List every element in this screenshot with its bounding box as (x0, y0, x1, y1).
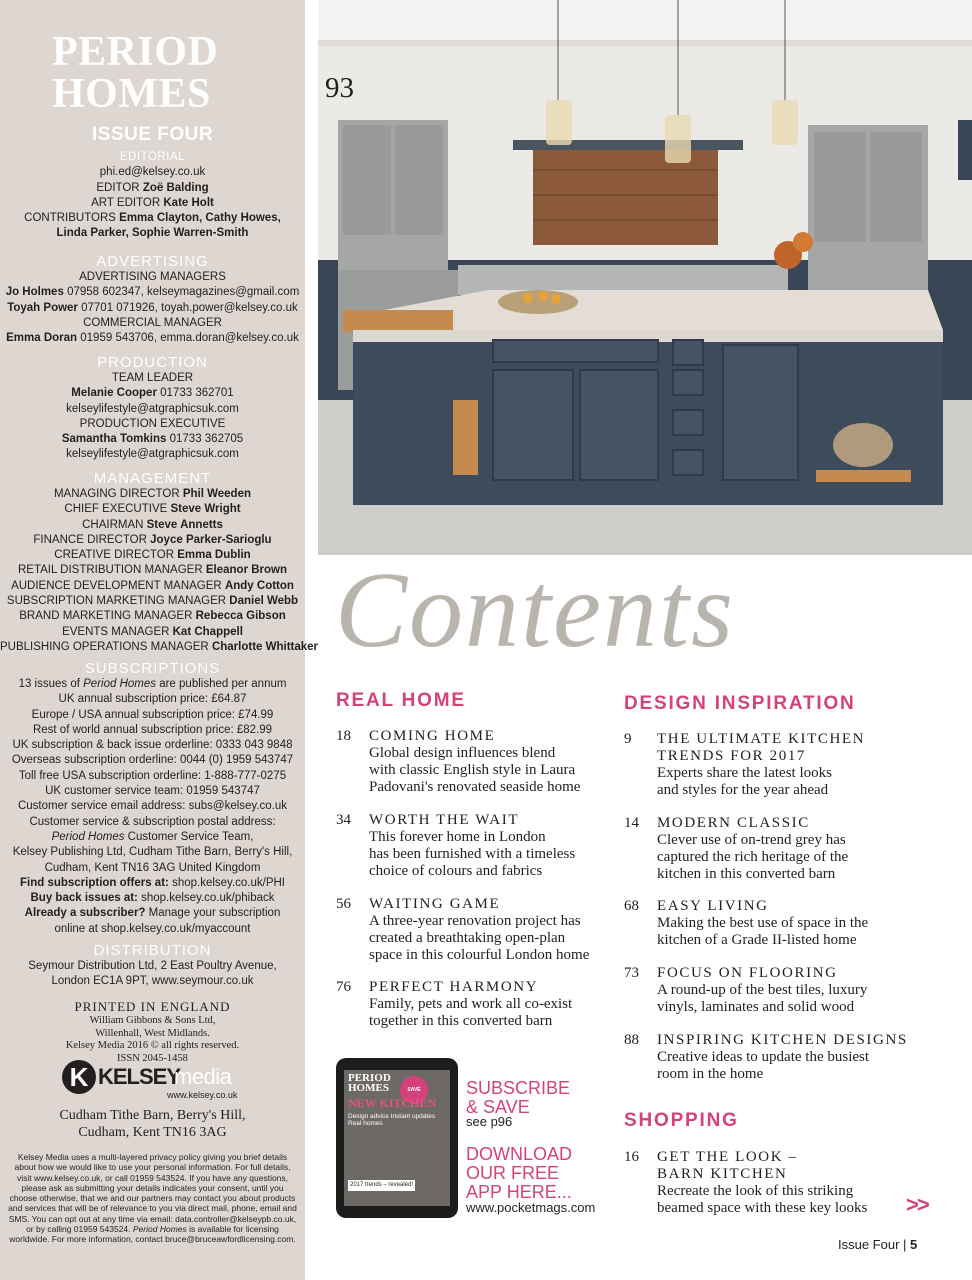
production-exec-phone: 01733 362705 (169, 433, 244, 446)
management-role: CREATIVE DIRECTOR Emma Dublin (54, 549, 251, 562)
contents-title: Contents (335, 551, 736, 670)
pocketmags-link[interactable]: www.pocketmags.com (466, 1200, 596, 1215)
ad-manager2-name: Toyah Power (7, 301, 78, 314)
team-leader-email: kelseylifestyle@atgraphicsuk.com (66, 402, 239, 415)
management-role: SUBSCRIPTION MARKETING MANAGER Daniel Webb (6, 595, 299, 608)
media-wordmark: media (174, 1064, 232, 1089)
cover-badge: SAVE (400, 1076, 428, 1104)
subscriptions-heading: SUBSCRIPTIONS (84, 660, 221, 677)
download-app-heading[interactable]: DOWNLOAD OUR FREE APP HERE... (466, 1144, 573, 1202)
item-description: Making the best use of space in the kitchen of a Grade II-listed home (657, 915, 869, 948)
distribution-block: DISTRIBUTION Seymour Distribution Ltd, 2 East Poultry Avenue, London EC1A 9PT, www.seymour.co.uk (0, 942, 305, 990)
section-heading-real-home: REAL HOME (336, 690, 466, 711)
magazine-cover: PERIOD HOMES SAVE NEW KITCHEN Design advice Instant updates Real homes 2017 trends – revealed! (344, 1070, 450, 1206)
team-leader-phone: 01733 362701 (160, 387, 234, 400)
subscribe-heading[interactable]: SUBSCRIBE & SAVE (466, 1078, 571, 1117)
item-title-line2: TRENDS FOR 2017 (657, 748, 807, 764)
masthead-title-line2: HOMES (52, 71, 211, 117)
subscriptions-block: SUBSCRIPTIONS 13 issues of Period Homes are published per annum UK annual subscription price: £64.87 Europe / USA annual subscription price: £74.99 Rest of world annual subscription price: £82.99 UK subscription & back issue orderline: 0333 043 9848 Overseas subscription orderline: 0044 (0) 1959 543747 Toll free USA subscription orderline: 1-888-777-0275 UK customer service team: 01959 543747 Customer service email address: subs@kelsey.co.uk Customer service & subscription postal address: Period Homes Customer Service Team, Kelsey Publishing Ltd, Cudham Tithe Barn, Berry's Hill, Cudham, Kent TN16 3AG United Kingdom Find subscription offers at: shop.kelsey.co.uk/PHI Buy back issues at: shop.kelsey.co.uk/phiback Already a subscriber? Manage your subscription online at shop.kelsey.co.uk/myaccount (0, 660, 305, 937)
item-description: Recreate the look of this striking beamed space with these key looks (657, 1183, 868, 1216)
subs-line: Toll free USA subscription orderline: 1-888-777-0275 (18, 769, 287, 782)
management-role: CHIEF EXECUTIVE Steve Wright (64, 503, 241, 516)
kitchen-photo (318, 0, 972, 555)
advertising-managers-label: ADVERTISING MANAGERS (79, 271, 226, 283)
item-description: A round-up of the best tiles, luxury vinyls, laminates and solid wood (657, 982, 868, 1015)
masthead-title-line1: PERIOD (52, 29, 219, 75)
editor-name: Zoë Balding (142, 181, 209, 194)
cover-headline: NEW KITCHEN (348, 1096, 437, 1110)
item-description: Creative ideas to update the busiest room in the home (657, 1049, 870, 1082)
privacy-notice: Kelsey Media uses a multi-layered privacy policy giving you brief details about how we would like to use your personal information. For full details, visit www.kelsey.co.uk, or call 01959 543524. If you have any questions, please ask as submitting your details indicates your consent, until you choose otherwise, that we and our partners may contact you about products and services that will be of relevance to you via direct mail, phone, email and SMS. You can opt out at any time via email: data.controller@kelseypb.co.uk, or by calling 01959 543524. Period Homes is available for licensing worldwide. For more information, contact bruce@bruceawfordlicensing.com. (8, 1152, 297, 1245)
management-role: PUBLISHING OPERATIONS MANAGER Charlotte Whittaker (0, 640, 319, 653)
editorial-heading: EDITORIAL (120, 151, 185, 163)
item-title: INSPIRING KITCHEN DESIGNS (657, 1032, 908, 1048)
printed-heading: PRINTED IN ENGLAND (74, 999, 231, 1014)
kelsey-media-logo (62, 1060, 242, 1100)
production-heading: PRODUCTION (97, 354, 208, 371)
subs-line: UK subscription & back issue orderline: 0333 043 9848 (12, 739, 293, 752)
advertising-heading: ADVERTISING (96, 253, 209, 270)
item-page-number: 34 (336, 812, 351, 828)
kelsey-wordmark: KELSEY (98, 1064, 181, 1089)
item-description: A three-year renovation project has created a breathtaking open-plan space in this colourful London home (369, 913, 590, 963)
commercial-manager-label: COMMERCIAL MANAGER (83, 316, 222, 329)
item-description: Global design influences blend with classic English style in Laura Padovani's renovated seaside home (369, 745, 581, 795)
item-description: Clever use of on-trend grey has captured the rich heritage of the kitchen in this converted barn (657, 832, 849, 882)
next-page-arrows[interactable]: >> (906, 1192, 928, 1217)
item-page-number: 68 (624, 898, 639, 914)
management-role: CHAIRMAN Steve Annetts (82, 518, 223, 531)
kelsey-url[interactable]: www.kelsey.co.uk (167, 1090, 238, 1100)
subs-line: Europe / USA annual subscription price: £74.99 (31, 708, 274, 721)
management-role: AUDIENCE DEVELOPMENT MANAGER Andy Cotton (11, 579, 294, 592)
advertising-block (0, 253, 305, 346)
subs-line: Rest of world annual subscription price: £82.99 (32, 723, 273, 736)
item-description: Experts share the latest looks and styles for the year ahead (657, 765, 832, 798)
management-role: EVENTS MANAGER Kat Chappell (62, 625, 243, 638)
item-title: WAITING GAME (369, 896, 501, 912)
management-block (0, 470, 319, 655)
editorial-block (0, 150, 305, 242)
commercial-manager-contact: 01959 543706, emma.doran@kelsey.co.uk (80, 332, 299, 345)
item-description: This forever home in London has been furnished with a timeless choice of colours and fabrics (369, 829, 576, 879)
item-title: COMING HOME (369, 728, 496, 744)
team-leader-label: TEAM LEADER (111, 372, 194, 384)
item-page-number: 76 (336, 979, 351, 995)
cover-trends: 2017 trends – revealed! (348, 1180, 415, 1191)
item-page-number: 14 (624, 815, 639, 831)
item-title: EASY LIVING (657, 898, 769, 914)
printed-block: PRINTED IN ENGLAND William Gibbons & Sons Ltd, Willenhall, West Midlands. Kelsey Media 2016 © all rights reserved. ISSN 2045-1458 (0, 999, 305, 1065)
item-title: GET THE LOOK – (657, 1149, 798, 1165)
item-title: FOCUS ON FLOORING (657, 965, 838, 981)
subs-line: UK customer service team: 01959 543747 (45, 785, 260, 798)
ad-manager2-contact: 07701 071926, toyah.power@kelsey.co.uk (81, 301, 298, 314)
back-issues-link[interactable]: shop.kelsey.co.uk/phiback (141, 892, 275, 905)
item-title: PERFECT HARMONY (369, 979, 539, 995)
production-exec-label: PRODUCTION EXECUTIVE (79, 417, 226, 430)
subs-line: Customer service & subscription postal address: (29, 815, 276, 828)
management-role: FINANCE DIRECTOR Joyce Parker-Sarioglu (33, 533, 272, 546)
item-page-number: 56 (336, 896, 351, 912)
masthead-sidebar (0, 0, 319, 1280)
subs-line: Customer service email address: subs@kelsey.co.uk (17, 800, 288, 813)
editor-label: EDITOR (96, 181, 140, 194)
item-page-number: 88 (624, 1032, 639, 1048)
item-title: MODERN CLASSIC (657, 815, 810, 831)
item-page-number: 9 (624, 731, 632, 747)
distribution-heading: DISTRIBUTION (93, 942, 212, 959)
tablet-cover-image[interactable] (336, 1058, 458, 1218)
ad-manager1-contact: 07958 602347, kelseymagazines@gmail.com (67, 286, 300, 299)
management-role: BRAND MARKETING MANAGER Rebecca Gibson (19, 610, 286, 623)
subscription-offers-link[interactable]: shop.kelsey.co.uk/PHI (172, 876, 285, 889)
kitchen-illustration (318, 0, 972, 555)
editorial-email: phi.ed@kelsey.co.uk (99, 166, 206, 179)
company-address: Cudham Tithe Barn, Berry's Hill, Cudham, Kent TN16 3AG (59, 1108, 246, 1140)
commercial-manager-name: Emma Doran (6, 332, 78, 345)
kelsey-k-icon: K (62, 1060, 96, 1094)
contributors-label: CONTRIBUTORS (24, 212, 116, 225)
production-exec-email: kelseylifestyle@atgraphicsuk.com (66, 448, 239, 461)
item-page-number: 18 (336, 728, 351, 744)
footer-page-number: 5 (910, 1237, 918, 1252)
management-heading: MANAGEMENT (93, 470, 212, 487)
section-heading-shopping: SHOPPING (624, 1110, 739, 1131)
item-title: WORTH THE WAIT (369, 812, 520, 828)
issue-label: ISSUE FOUR (92, 124, 214, 145)
contributors-line2: Linda Parker, Sophie Warren-Smith (56, 227, 249, 240)
footer-issue: Issue Four (838, 1237, 900, 1252)
top-page-number: 93 (325, 72, 354, 104)
production-exec-name: Samantha Tomkins (61, 433, 167, 446)
team-leader-name: Melanie Cooper (71, 387, 157, 400)
ad-manager1-name: Jo Holmes (5, 286, 64, 299)
production-block (0, 354, 305, 463)
item-page-number: 16 (624, 1149, 639, 1165)
management-role: MANAGING DIRECTOR Phil Weeden (53, 488, 252, 500)
page-footer: Issue Four | 5 (838, 1237, 918, 1252)
manage-account-link[interactable]: online at shop.kelsey.co.uk/myaccount (54, 922, 251, 935)
contributors-line1: Emma Clayton, Cathy Howes, (119, 212, 281, 225)
subs-line: Overseas subscription orderline: 0044 (0) 1959 543747 (11, 754, 294, 767)
see-page-label: see p96 (466, 1114, 513, 1129)
item-description: Family, pets and work all co-exist together in this converted barn (369, 996, 573, 1029)
art-editor-name: Kate Holt (163, 196, 214, 209)
cover-subline: Design advice Instant updates Real homes (348, 1113, 436, 1127)
item-page-number: 73 (624, 965, 639, 981)
section-heading-design-inspiration: DESIGN INSPIRATION (624, 693, 856, 714)
management-role: RETAIL DISTRIBUTION MANAGER Eleanor Brown (17, 564, 288, 577)
subs-line: UK annual subscription price: £64.87 (58, 693, 247, 706)
item-title-line2: BARN KITCHEN (657, 1166, 788, 1182)
art-editor-label: ART EDITOR (91, 196, 161, 209)
item-title: THE ULTIMATE KITCHEN (657, 731, 866, 747)
